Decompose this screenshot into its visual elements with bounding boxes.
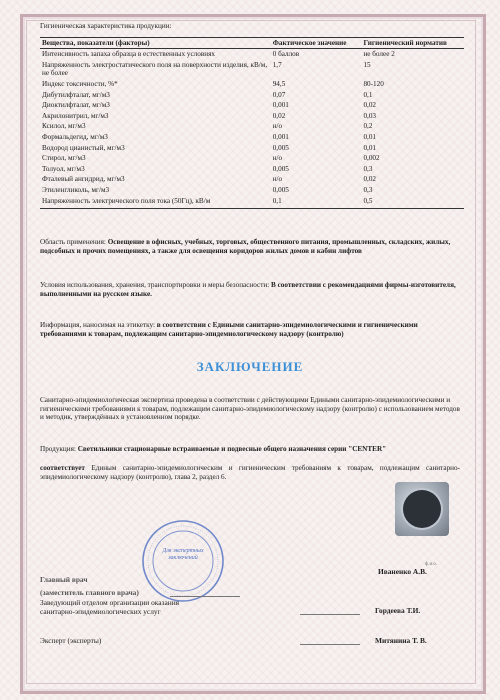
row-name: Напряженность электрического поля тока (50Гц), кВ/м <box>42 196 211 205</box>
chief-title: Главный врач <box>40 575 88 584</box>
row-actual-value: н/о <box>272 175 283 184</box>
product-label: Продукция: <box>40 445 76 453</box>
table-row <box>40 143 464 154</box>
conclusion-title: ЗАКЛЮЧЕНИЕ <box>196 359 304 374</box>
table-row <box>40 196 464 207</box>
table-row <box>40 164 464 175</box>
round-stamp <box>140 518 226 604</box>
row-actual-value: 0,07 <box>272 90 286 99</box>
row-norm-value: 0,2 <box>363 122 373 131</box>
row-name: Индекс токсичности, %* <box>42 79 118 88</box>
row-name: Ксилол, мг/м3 <box>42 122 86 131</box>
head-title: Заведующий отделом организации оказания санитарно-эпидемиологических услуг <box>40 598 180 616</box>
compliance-section <box>40 464 460 481</box>
table-row <box>40 185 464 196</box>
conditions-text: В соответствии с рекомендациями фирмы-изготовителя, выполненными на русском языке. <box>40 281 456 298</box>
expert-title: Эксперт (эксперты) <box>40 636 102 645</box>
table-row <box>40 79 464 90</box>
column-header: Фактическое значение <box>272 38 347 47</box>
deputy-title: (заместитель главного врача) <box>40 588 139 597</box>
row-name: Диоктилфталат, мг/м3 <box>42 101 110 110</box>
fio-label: ф.и.о. <box>425 562 438 567</box>
label-info-text: в соответствии с Едиными санитарно-эпидемиологическими и гигиеническими требованиями к товарам, подлежащим санитарно-эпидемиологическому надзору (контролю) <box>40 321 418 338</box>
table-row <box>40 49 464 60</box>
section-label: Гигиеническая характеристика продукции: <box>40 22 172 30</box>
label-info-label: Информация, наносимая на этикетку: <box>40 321 155 329</box>
row-name: Акрилонитрил, мг/м3 <box>42 111 109 120</box>
row-norm-value: 0,002 <box>363 154 380 163</box>
product-section <box>40 445 460 454</box>
row-actual-value: 1,7 <box>272 60 282 69</box>
signature-line <box>300 644 360 645</box>
signature-line <box>300 614 360 615</box>
row-norm-value: не более 2 <box>363 50 395 59</box>
scope-label: Область применения: <box>40 238 106 246</box>
row-name: Водород цианистый, мг/м3 <box>42 143 125 152</box>
chief-name: Иваненко А.В. <box>378 567 427 576</box>
row-name: Дибутилфталат, мг/м3 <box>42 90 110 99</box>
signature-line <box>170 596 240 597</box>
row-name: Напряженность электростатического поля на поверхности изделия, кВ/м, не более <box>42 60 268 78</box>
row-name: Формальдегид, мг/м3 <box>42 132 108 141</box>
row-norm-value: 15 <box>363 60 371 69</box>
table-row <box>40 90 464 101</box>
complies-text: Единым санитарно-эпидемиологическим и гигиеническим требованиям к товарам, подлежащим санитарно-эпидемиологическому надзору (контролю), глава 2, раздел 6. <box>40 464 461 481</box>
row-actual-value: 94,5 <box>272 79 286 88</box>
row-actual-value: 0,001 <box>272 101 289 110</box>
stamp-text: Для экспертных заключений <box>162 548 204 561</box>
table-bottom-rule <box>40 208 464 209</box>
row-actual-value: 0,1 <box>272 196 282 205</box>
table-header <box>40 37 464 50</box>
row-norm-value: 0,5 <box>363 196 373 205</box>
scope-text: Освещение в офисных, учебных, торговых, общественного питания, промышленных, складских, жилых, подсобных и прочих помещениях, а также для освещения коридоров жилых домов и кабин лифтов <box>40 238 451 255</box>
row-actual-value: 0,005 <box>272 143 289 152</box>
column-header: Гигиенический норматив <box>363 38 447 47</box>
scope-section <box>40 238 460 255</box>
table-row <box>40 153 464 164</box>
row-actual-value: 0,001 <box>272 132 289 141</box>
table-row <box>40 100 464 111</box>
row-norm-value: 0,01 <box>363 132 377 141</box>
row-actual-value: 0,02 <box>272 111 286 120</box>
row-norm-value: 0,01 <box>363 143 377 152</box>
row-name: Толуол, мг/м3 <box>42 164 85 173</box>
expert-name: Митянина Т. В. <box>375 636 427 645</box>
row-norm-value: 0,02 <box>363 175 377 184</box>
hologram-seal <box>395 482 449 536</box>
label-info-section <box>40 321 460 338</box>
row-actual-value: н/о <box>272 154 283 163</box>
row-norm-value: 0,02 <box>363 101 377 110</box>
table-row <box>40 111 464 122</box>
complies-word: соответствует <box>40 464 85 472</box>
row-norm-value: 80-120 <box>363 79 384 88</box>
row-name: Интенсивность запаха образца в естественных условиях <box>42 50 215 59</box>
table-row <box>40 121 464 132</box>
table-row <box>40 60 464 79</box>
conditions-section <box>40 281 460 298</box>
row-name: Этиленгликоль, мг/м3 <box>42 185 110 194</box>
row-name: Фталевый ангидрид, мг/м3 <box>42 175 125 184</box>
head-name: Гордеева Т.И. <box>375 606 421 615</box>
row-actual-value: 0,005 <box>272 164 289 173</box>
row-norm-value: 0,03 <box>363 111 377 120</box>
column-header: Вещества, показатели (факторы) <box>42 38 150 47</box>
row-norm-value: 0,3 <box>363 185 373 194</box>
table-row <box>40 132 464 143</box>
hygiene-characteristics <box>40 22 464 209</box>
row-actual-value: 0,005 <box>272 185 289 194</box>
row-norm-value: 0,1 <box>363 90 373 99</box>
row-actual-value: н/о <box>272 122 283 131</box>
conclusion-intro: Санитарно-эпидемиологическая экспертиза проведена в соответствии с действующими Едиными санитарно-эпидемиологическими и гигиеническими требованиями к товарам, подлежащим санитарно-эпидемиологическому надзору (контролю) с использованием методов и методик, утверждённых в установленном порядке. <box>40 396 460 422</box>
table-body <box>40 49 464 206</box>
row-name: Стирол, мг/м3 <box>42 154 86 163</box>
row-actual-value: 0 баллов <box>272 50 300 59</box>
table-row <box>40 174 464 185</box>
row-norm-value: 0,3 <box>363 164 373 173</box>
product-text: Светильники стационарные встраиваемые и подвесные общего назначения серии "CENTER" <box>77 445 387 453</box>
conditions-label: Условия использования, хранения, транспортировки и меры безопасности: <box>40 281 270 289</box>
